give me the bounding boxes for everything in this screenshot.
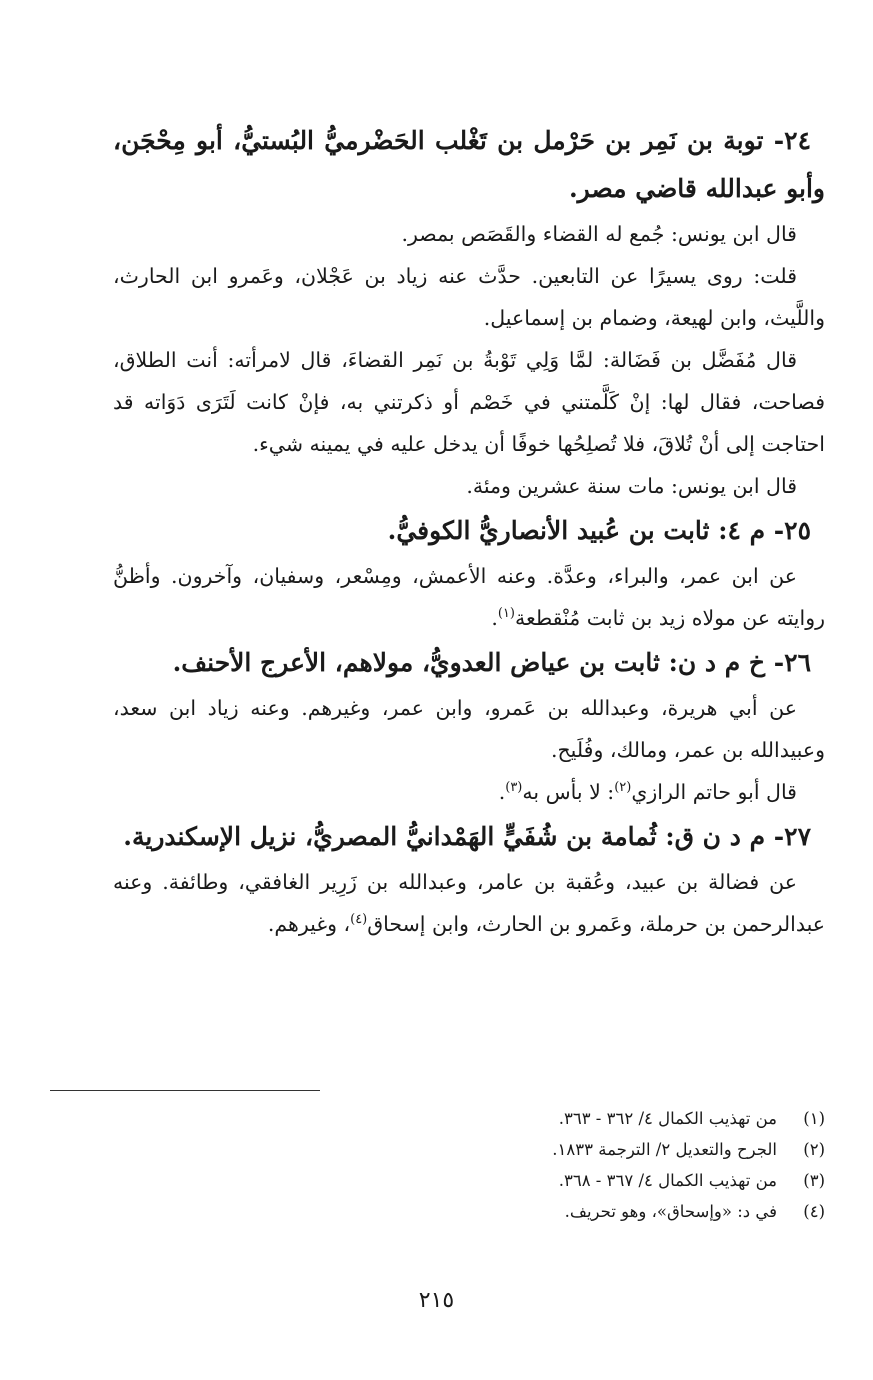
entry-24-paragraph-4: قال ابن يونس: مات سنة عشرين ومئة. <box>466 474 797 498</box>
footnote-number: (٢) <box>803 1140 825 1159</box>
footnote-2 <box>113 1134 825 1165</box>
entry-heading-25: ٢٥- م ٤: ثابت بن عُبيد الأنصاريُّ الكوفيُّ. <box>387 516 811 545</box>
footnote-ref-2[interactable]: (٢) <box>614 780 632 796</box>
entry-27-paragraph-1 <box>113 861 825 945</box>
paragraph-text-end: . <box>491 606 498 630</box>
paragraph-text-end: ، وغيرهم. <box>267 912 351 936</box>
footnote-number: (١) <box>803 1109 825 1128</box>
entry-25-paragraph-1 <box>113 555 825 639</box>
footnote-number: (٤) <box>803 1202 825 1221</box>
main-text <box>113 117 825 945</box>
footnote-text: الجرح والتعديل ٢/ الترجمة ١٨٣٣. <box>552 1140 777 1159</box>
footnote-3 <box>113 1165 825 1196</box>
footnote-text: من تهذيب الكمال ٤/ ٣٦٧ - ٣٦٨. <box>558 1171 777 1190</box>
entry-26-paragraph-2 <box>113 771 825 813</box>
entry-24-paragraph-2: قلت: روى يسيرًا عن التابعين. حدَّث عنه زياد بن عَجْلان، وعَمرو ابن الحارث، واللَّيث، وابن لهيعة، وضمام بن إسماعيل. <box>113 264 825 330</box>
footnote-divider <box>50 1090 320 1091</box>
footnotes <box>113 1103 825 1227</box>
footnote-ref-1[interactable]: (١) <box>497 606 515 622</box>
entry-26-paragraph-1: عن أبي هريرة، وعبدالله بن عَمرو، وابن عمر، وغيرهم. وعنه زياد ابن سعد، وعبيدالله بن عمر، ومالك، وفُلَيح. <box>113 696 825 762</box>
entry-heading-27: ٢٧- م د ن ق: ثُمامة بن شُفَيٍّ الهَمْدانيُّ المصريُّ، نزيل الإسكندرية. <box>123 822 811 851</box>
footnote-4 <box>113 1196 825 1227</box>
footnote-ref-3[interactable]: (٣) <box>505 780 523 796</box>
footnote-text: من تهذيب الكمال ٤/ ٣٦٢ - ٣٦٣. <box>558 1109 777 1128</box>
entry-24-paragraph-1: قال ابن يونس: جُمع له القضاء والقَصَص بمصر. <box>401 222 797 246</box>
paragraph-text: قال أبو حاتم الرازي <box>631 780 797 804</box>
paragraph-text-end: . <box>498 780 506 804</box>
entry-24-paragraph-3: قال مُفَضَّل بن فَضَالة: لمَّا وَلِي تَوْبةُ بن نَمِر القضاءَ، قال لامرأته: أنت الطلاق، فصاحت، فقال لها: إنْ كَلَّمتني في خَصْم أو ذكرتني به، فإنْ كانت لَتَرَى دَوَاته قد احتاجت إلى أنْ تُلاقَ، فلا تُصلِحُها خوفًا أن يدخل عليه في يمينه شيء. <box>113 348 825 456</box>
entry-heading-24: ٢٤- توبة بن نَمِر بن حَرْمل بن تَغْلب الحَضْرميُّ البُستيُّ، أبو مِحْجَن، وأبو عبدالله قاضي مصر. <box>113 126 825 203</box>
footnote-ref-4[interactable]: (٤) <box>350 912 368 928</box>
footnote-number: (٣) <box>803 1171 825 1190</box>
paragraph-text-middle: : لا بأس به <box>522 780 615 804</box>
page-number: ٢١٥ <box>418 1288 455 1313</box>
paragraph-text: عن فضالة بن عبيد، وعُقبة بن عامر، وعبدالله بن زَرِير الغافقي، وطائفة. وعنه عبدالرحمن بن حرملة، وعَمرو بن الحارث، وابن إسحاق <box>113 870 825 936</box>
paragraph-text: عن ابن عمر، والبراء، وعدَّة. وعنه الأعمش، ومِسْعر، وسفيان، وآخرون. وأظنُّ روايته عن مولاه زيد بن ثابت مُنْقطعة <box>113 564 825 630</box>
footnote-1 <box>113 1103 825 1134</box>
entry-heading-26: ٢٦- خ م د ن: ثابت بن عياض العدويُّ، مولاهم، الأعرج الأحنف. <box>172 648 811 677</box>
footnote-text: في د: «وإسحاق»، وهو تحريف. <box>564 1202 777 1221</box>
